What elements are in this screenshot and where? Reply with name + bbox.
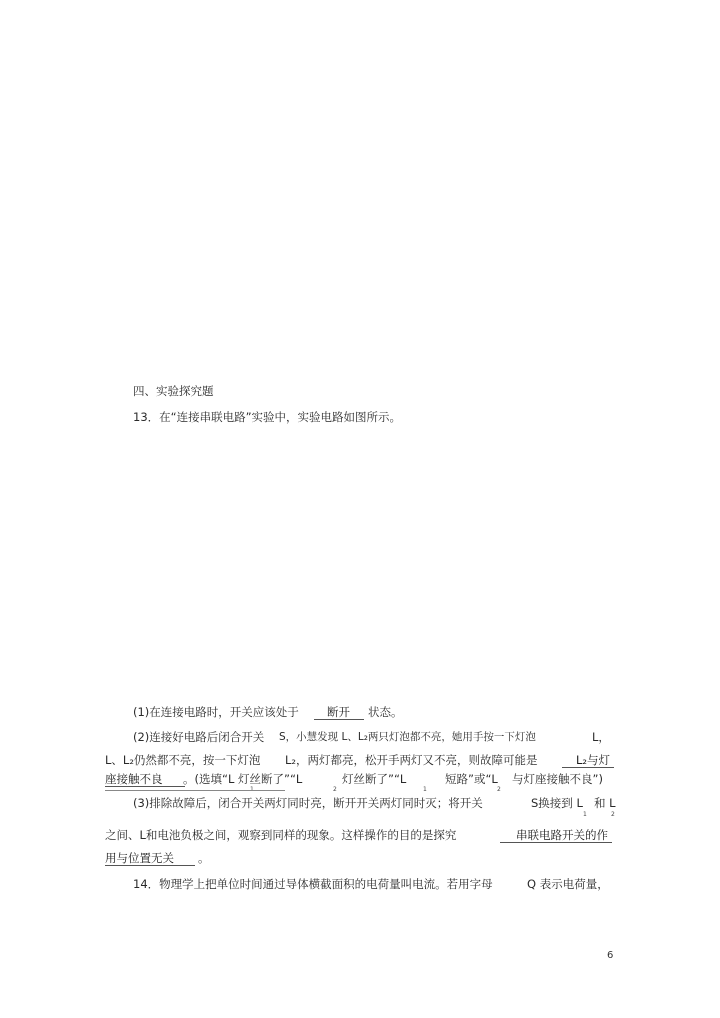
q13-part3-line1-a: (3)排除故障后，闭合开关两灯同时亮，断开开关两灯同时灭；将开关	[133, 796, 483, 810]
section-title: 四、实验探究题	[133, 384, 214, 398]
q13-part3-answer-b: 用与位置无关	[105, 851, 174, 865]
question-14-line-b: Q 表示电荷量，	[527, 877, 609, 891]
subscript-2: 2	[611, 811, 615, 818]
subscript-2: 2	[333, 786, 337, 793]
q13-part3-line3-b: 。	[198, 851, 210, 865]
q13-part1-text: (1)在连接电路时，开关应该处于	[133, 705, 299, 719]
subscript-2: 2	[497, 786, 501, 793]
subscript-1: 1	[583, 811, 587, 818]
q13-part3-blank-b	[105, 865, 195, 866]
subscript-1: 1	[423, 786, 427, 793]
q13-part2-line2-b: L₂，两灯都亮，松开手两灯又不亮，则故障可能是	[285, 753, 538, 767]
q13-part2-line3-c: 灯丝断了”“L	[342, 772, 407, 786]
q13-part2-line1-c: L，	[592, 730, 610, 744]
q13-part1-suffix: 状态。	[368, 705, 403, 719]
q13-part2-line2-a: L、L₂仍然都不亮，按一下灯泡	[105, 753, 261, 767]
question-14-line-a: 14．物理学上把单位时间通过导体横截面积的电荷量叫电流。若用字母	[133, 877, 493, 891]
q13-part2-line1-a: (2)连接好电路后闭合开关	[133, 730, 265, 744]
q13-part3-line2-a: 之间、L和电池负极之间，观察到同样的现象。这样操作的目的是探究	[105, 828, 457, 842]
q13-part3-blank-a	[500, 842, 612, 843]
q13-part2-line1-b: S，小慧发现 L、L₂两只灯泡都不亮，她用手按一下灯泡	[279, 731, 536, 743]
q13-part2-answer-b: 座接触不良	[105, 772, 163, 786]
q13-part2-line3-rule	[105, 790, 285, 791]
q13-part2-blank-b	[105, 786, 185, 787]
q13-part3-line1-c: 和 L	[594, 796, 616, 810]
q13-part2-line3-b: 。(选填“L 灯丝断了”“L	[183, 772, 303, 786]
q13-part1-answer: 断开	[327, 705, 350, 719]
q13-part3-answer-a: 串联电路开关的作	[516, 828, 608, 842]
page-number: 6	[607, 950, 614, 961]
q13-part2-line3-d: 短路”或“L	[445, 772, 498, 786]
q13-part2-answer-a: L₂与灯	[576, 753, 611, 767]
q13-part3-line1-b: S换接到 L	[531, 796, 583, 810]
q13-part2-line3-e: 与灯座接触不良”)	[512, 772, 603, 786]
q13-part2-blank-a	[562, 767, 614, 768]
question-13-stem: 13．在“连接串联电路”实验中，实验电路如图所示。	[133, 410, 402, 424]
q13-part1-blank	[314, 719, 364, 720]
